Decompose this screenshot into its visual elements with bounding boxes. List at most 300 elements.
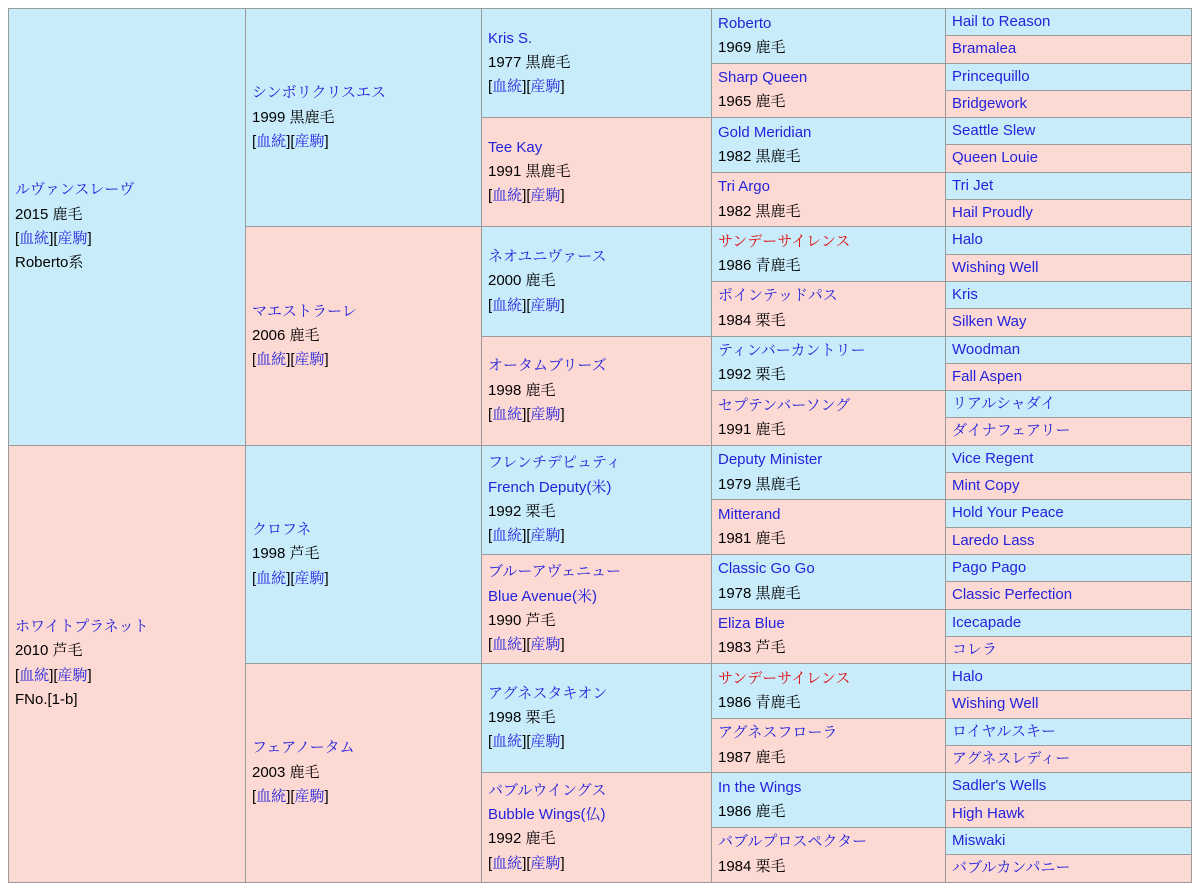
horse-name-link[interactable]: Gold Meridian (718, 123, 812, 141)
horse-name-line (952, 692, 1185, 716)
pedigree-cell-gen3 (482, 9, 712, 118)
bracket-text: ] (560, 296, 565, 314)
bracket-text: ] (286, 787, 291, 805)
bracket-text: [ (53, 666, 58, 684)
horse-name-en-link[interactable]: Bubble Wings(仏) (488, 806, 606, 824)
bracket-text: [ (488, 405, 493, 423)
horse-name-line (252, 81, 475, 105)
year-coat-text: 1998 鹿毛 (488, 381, 556, 399)
bracket-text: [ (488, 854, 493, 872)
year-coat-text: 2010 芦毛 (15, 642, 83, 660)
pedigree-cell-gen5 (946, 855, 1192, 882)
pedigree-cell-gen5 (946, 473, 1192, 500)
horse-name-link[interactable]: バブルプロスペクター (718, 833, 868, 851)
horse-name-line (952, 474, 1185, 498)
horse-name-line (488, 779, 705, 803)
horse-name-link[interactable]: Hold Your Peace (952, 504, 1064, 522)
offspring-link[interactable]: 産駒 (530, 405, 561, 423)
pedigree-cell-gen5 (946, 309, 1192, 336)
pedigree-cell-gen5 (946, 336, 1192, 363)
offspring-link[interactable]: 産駒 (530, 636, 561, 654)
horse-name-line (718, 394, 939, 418)
horse-name-line (718, 557, 939, 581)
horse-name-link[interactable]: オータムブリーズ (488, 357, 607, 375)
bracket-text: ] (286, 132, 291, 150)
horse-name-line (952, 501, 1185, 525)
offspring-link[interactable]: 産駒 (57, 666, 88, 684)
horse-name-link[interactable]: Bramalea (952, 40, 1017, 58)
bracket-text: [ (488, 296, 493, 314)
horse-name-link[interactable]: ルヴァンスレーヴ (15, 181, 135, 199)
blood-link[interactable]: 血統 (492, 527, 523, 545)
sire-line-family-number-text: Roberto系 (15, 254, 84, 272)
bracket-text: [ (15, 666, 20, 684)
horse-name-link[interactable]: マエストラーレ (252, 302, 357, 320)
bracket-text: [ (526, 187, 531, 205)
horse-name-line (952, 665, 1185, 689)
horse-name-line (952, 65, 1185, 89)
blood-offspring-links (252, 348, 475, 372)
year-coat-text: 2006 鹿毛 (252, 326, 320, 344)
year-coat-text: 1992 栗毛 (718, 366, 786, 384)
horse-name-link[interactable]: Seattle Slew (952, 122, 1036, 140)
bracket-text: ] (560, 636, 565, 654)
pedigree-cell-gen5 (946, 582, 1192, 609)
bracket-text: [ (488, 636, 493, 654)
pedigree-cell-gen4 (712, 773, 946, 828)
pedigree-cell-gen2 (246, 9, 482, 227)
pedigree-cell-gen4 (712, 118, 946, 173)
pedigree-cell-gen5 (946, 527, 1192, 554)
horse-name-link[interactable]: Icecapade (952, 613, 1022, 631)
horse-name-line (952, 92, 1185, 116)
horse-name-line (718, 503, 939, 527)
pedigree-cell-gen5 (946, 172, 1192, 199)
horse-name-line (952, 365, 1185, 389)
horse-name-line (718, 230, 939, 254)
horse-name-link[interactable]: Deputy Minister (718, 451, 823, 469)
pedigree-cell-gen5 (946, 773, 1192, 800)
blood-offspring-links (488, 524, 705, 548)
year-coat-text: 1984 栗毛 (718, 311, 786, 329)
bracket-text: ] (522, 78, 527, 96)
pedigree-table-body (9, 9, 1192, 883)
horse-name-line (488, 451, 705, 475)
pedigree-cell-gen5 (946, 445, 1192, 472)
horse-name-link[interactable]: Sadler's Wells (952, 777, 1047, 795)
blood-link[interactable]: 血統 (492, 296, 523, 314)
horse-name-link[interactable]: サンデーサイレンス (718, 232, 851, 250)
bracket-text: [ (252, 787, 257, 805)
offspring-link[interactable]: 産駒 (294, 351, 325, 369)
pedigree-cell-gen4 (712, 9, 946, 64)
horse-name-link[interactable]: Mitterand (718, 505, 781, 523)
horse-name-link[interactable]: シンボリクリスエス (252, 84, 387, 102)
pedigree-cell-gen5 (946, 418, 1192, 445)
horse-name-link[interactable]: ネオユニヴァース (488, 248, 607, 266)
bracket-text: ] (522, 405, 527, 423)
horse-name-line (488, 560, 705, 584)
horse-name-link[interactable]: Vice Regent (952, 449, 1034, 467)
horse-name-line (952, 856, 1185, 880)
horse-name-line (952, 392, 1185, 416)
horse-name-en-link[interactable]: French Deputy(米) (488, 478, 612, 496)
horse-name-link[interactable]: フェアノータム (252, 739, 355, 757)
sire-line-family-number-text: FNo.[1-b] (15, 690, 78, 708)
horse-name-link[interactable]: アグネスレディー (952, 750, 1071, 768)
blood-link[interactable]: 血統 (256, 569, 287, 587)
bracket-text: ] (49, 666, 54, 684)
horse-name-line (952, 201, 1185, 225)
pedigree-cell-gen5 (946, 609, 1192, 636)
horse-name-link[interactable]: Mint Copy (952, 477, 1020, 495)
horse-name-link[interactable]: Halo (952, 231, 983, 249)
horse-name-line (718, 121, 939, 145)
pedigree-cell-gen2 (246, 227, 482, 445)
horse-name-line (252, 300, 475, 324)
offspring-link[interactable]: 産駒 (530, 187, 561, 205)
bracket-text: [ (290, 132, 295, 150)
horse-name-link[interactable]: アグネスフローラ (718, 724, 838, 742)
horse-name-line (488, 354, 705, 378)
bracket-text: ] (522, 854, 527, 872)
pedigree-cell-gen5 (946, 118, 1192, 145)
bracket-text: ] (324, 787, 329, 805)
pedigree-cell-gen4 (712, 554, 946, 609)
bracket-text: [ (488, 527, 493, 545)
year-coat-text: 1986 鹿毛 (718, 803, 786, 821)
bracket-text: [ (290, 569, 295, 587)
bracket-text: [ (252, 132, 257, 150)
horse-name-line (952, 447, 1185, 471)
pedigree-cell-gen2 (246, 664, 482, 882)
offspring-link[interactable]: 産駒 (294, 787, 325, 805)
horse-name-line (488, 27, 705, 51)
pedigree-cell-gen3 (482, 227, 712, 336)
bracket-text: ] (522, 733, 527, 751)
horse-name-line (718, 339, 939, 363)
blood-link[interactable]: 血統 (256, 787, 287, 805)
pedigree-cell-gen5 (946, 36, 1192, 63)
bracket-text: ] (560, 854, 565, 872)
blood-offspring-links (488, 852, 705, 876)
offspring-link[interactable]: 産駒 (530, 296, 561, 314)
pedigree-cell-gen4 (712, 336, 946, 391)
blood-link[interactable]: 血統 (492, 733, 523, 751)
horse-name-link[interactable]: ブルーアヴェニュー (488, 563, 622, 581)
pedigree-cell-gen5 (946, 827, 1192, 854)
year-coat-text: 1998 栗毛 (488, 709, 556, 727)
pedigree-cell-gen4 (712, 63, 946, 118)
bracket-text: [ (526, 733, 531, 751)
blood-link[interactable]: 血統 (256, 351, 287, 369)
bracket-text: ] (286, 569, 291, 587)
horse-name-link[interactable]: Hail Proudly (952, 204, 1033, 222)
pedigree-cell-gen4 (712, 281, 946, 336)
year-coat-text: 1992 鹿毛 (488, 830, 556, 848)
horse-name-link[interactable]: Wishing Well (952, 695, 1039, 713)
horse-name-link[interactable]: Silken Way (952, 313, 1027, 331)
horse-name-line (952, 802, 1185, 826)
blood-offspring-links (252, 130, 475, 154)
horse-name-line (718, 12, 939, 36)
horse-name-en-line (488, 585, 705, 609)
horse-name-line (952, 256, 1185, 280)
bracket-text: ] (87, 229, 92, 247)
horse-name-line (718, 284, 939, 308)
blood-offspring-links (252, 785, 475, 809)
year-coat-text: 2003 鹿毛 (252, 763, 320, 781)
blood-offspring-links (252, 567, 475, 591)
horse-name-link[interactable]: Tri Jet (952, 176, 994, 194)
year-coat-text: 1999 黒鹿毛 (252, 108, 335, 126)
horse-name-line (488, 682, 705, 706)
horse-name-link[interactable]: バブルカンパニー (952, 859, 1071, 877)
bracket-text: ] (324, 351, 329, 369)
horse-name-link[interactable]: Queen Louie (952, 149, 1038, 167)
pedigree-cell-gen5 (946, 9, 1192, 36)
blood-link[interactable]: 血統 (492, 187, 523, 205)
year-coat-text: 2000 鹿毛 (488, 272, 556, 290)
horse-name-link[interactable]: Kris S. (488, 29, 533, 47)
year-coat-text: 1981 鹿毛 (718, 530, 786, 548)
pedigree-row (9, 9, 1192, 36)
blood-offspring-links (488, 633, 705, 657)
year-coat-text: 1984 栗毛 (718, 857, 786, 875)
horse-name-link[interactable]: Hail to Reason (952, 13, 1051, 30)
pedigree-cell-gen5 (946, 718, 1192, 745)
pedigree-cell-gen5 (946, 200, 1192, 227)
offspring-link[interactable]: 産駒 (530, 527, 561, 545)
bracket-text: [ (290, 351, 295, 369)
year-coat-text: 1965 鹿毛 (718, 93, 786, 111)
horse-pedigree-table (8, 8, 1192, 883)
bracket-text: ] (522, 187, 527, 205)
horse-name-line (952, 310, 1185, 334)
pedigree-cell-gen5 (946, 554, 1192, 581)
blood-offspring-links (488, 75, 705, 99)
bracket-text: ] (560, 527, 565, 545)
horse-name-line (15, 615, 239, 639)
pedigree-cell-gen1 (9, 445, 246, 882)
horse-name-line (718, 721, 939, 745)
horse-name-line (952, 747, 1185, 771)
horse-name-link[interactable]: Classic Go Go (718, 560, 815, 578)
bracket-text: ] (560, 187, 565, 205)
horse-name-link[interactable]: Miswaki (952, 831, 1006, 849)
horse-name-line (952, 146, 1185, 170)
pedigree-cell-gen5 (946, 664, 1192, 691)
horse-name-line (718, 667, 939, 691)
horse-name-link[interactable]: サンデーサイレンス (718, 669, 851, 687)
horse-name-line (718, 830, 939, 854)
horse-name-en-line (488, 476, 705, 500)
year-coat-text: 1977 黒鹿毛 (488, 53, 571, 71)
pedigree-cell-gen5 (946, 636, 1192, 663)
horse-name-link[interactable]: Tri Argo (718, 178, 770, 196)
horse-name-line (952, 228, 1185, 252)
year-coat-text: 1991 黒鹿毛 (488, 163, 571, 181)
blood-link[interactable]: 血統 (492, 636, 523, 654)
pedigree-cell-gen3 (482, 445, 712, 554)
horse-name-en-line (488, 803, 705, 827)
offspring-link[interactable]: 産駒 (530, 854, 561, 872)
bracket-text: ] (560, 405, 565, 423)
bracket-text: ] (324, 132, 329, 150)
horse-name-link[interactable]: Fall Aspen (952, 367, 1023, 385)
horse-name-line (488, 136, 705, 160)
pedigree-cell-gen5 (946, 63, 1192, 90)
pedigree-cell-gen3 (482, 664, 712, 773)
bracket-text: [ (488, 78, 493, 96)
bracket-text: [ (53, 229, 58, 247)
bracket-text: ] (87, 666, 92, 684)
pedigree-cell-gen3 (482, 336, 712, 445)
bracket-text: [ (252, 569, 257, 587)
pedigree-cell-gen5 (946, 363, 1192, 390)
blood-offspring-links (15, 664, 239, 688)
horse-name-link[interactable]: Bridgework (952, 94, 1028, 112)
horse-name-en-link[interactable]: Blue Avenue(米) (488, 587, 597, 605)
horse-name-link[interactable]: Roberto (718, 14, 772, 32)
bracket-text: [ (526, 527, 531, 545)
horse-name-link[interactable]: ティンバーカントリー (718, 342, 866, 360)
horse-name-link[interactable]: バブルウイングス (488, 781, 607, 799)
horse-name-link[interactable]: リアルシャダイ (952, 395, 1056, 413)
horse-name-link[interactable]: ロイヤルスキー (952, 722, 1056, 740)
horse-name-line (952, 638, 1185, 662)
year-coat-text: 1998 芦毛 (252, 545, 320, 563)
blood-link[interactable]: 血統 (256, 132, 287, 150)
blood-offspring-links (15, 227, 239, 251)
horse-name-link[interactable]: Laredo Lass (952, 531, 1035, 549)
horse-name-line (952, 556, 1185, 580)
horse-name-link[interactable]: アグネスタキオン (488, 684, 608, 702)
bracket-text: ] (522, 296, 527, 314)
horse-name-line (718, 175, 939, 199)
horse-name-line (952, 119, 1185, 143)
offspring-link[interactable]: 産駒 (57, 229, 88, 247)
bracket-text: [ (526, 854, 531, 872)
horse-name-line (718, 612, 939, 636)
blood-link[interactable]: 血統 (492, 405, 523, 423)
horse-name-line (252, 736, 475, 760)
horse-name-link[interactable]: High Hawk (952, 804, 1025, 822)
bracket-text: [ (252, 351, 257, 369)
blood-offspring-links (488, 184, 705, 208)
year-coat-text: 1983 芦毛 (718, 639, 786, 657)
pedigree-cell-gen5 (946, 746, 1192, 773)
horse-name-link[interactable]: Woodman (952, 340, 1021, 358)
horse-name-link[interactable]: In the Wings (718, 778, 802, 796)
offspring-link[interactable]: 産駒 (530, 733, 561, 751)
year-coat-text: 1986 青鹿毛 (718, 257, 801, 275)
pedigree-cell-gen4 (712, 609, 946, 664)
year-coat-text: 1978 黒鹿毛 (718, 584, 801, 602)
year-coat-text: 2015 鹿毛 (15, 205, 83, 223)
horse-name-line (15, 178, 239, 202)
year-coat-text: 1969 鹿毛 (718, 38, 786, 56)
horse-name-link[interactable]: Wishing Well (952, 258, 1039, 276)
bracket-text: [ (526, 636, 531, 654)
horse-name-line (952, 37, 1185, 61)
horse-name-link[interactable]: ポインテッドパス (718, 287, 838, 305)
horse-name-link[interactable]: Tee Kay (488, 138, 543, 156)
horse-name-link[interactable]: フレンチデピュティ (488, 454, 621, 472)
horse-name-link[interactable]: Eliza Blue (718, 615, 785, 633)
pedigree-cell-gen4 (712, 445, 946, 500)
bracket-text: [ (290, 787, 295, 805)
horse-name-line (952, 611, 1185, 635)
blood-link[interactable]: 血統 (19, 666, 50, 684)
year-coat-text: 1987 鹿毛 (718, 748, 786, 766)
pedigree-cell-gen5 (946, 281, 1192, 308)
horse-name-line (952, 283, 1185, 307)
offspring-link[interactable]: 産駒 (294, 569, 325, 587)
bracket-text: ] (522, 527, 527, 545)
pedigree-cell-gen1 (9, 9, 246, 446)
horse-name-link[interactable]: クロフネ (252, 520, 312, 538)
horse-name-link[interactable]: ホワイトプラネット (15, 618, 149, 636)
pedigree-cell-gen5 (946, 800, 1192, 827)
horse-name-link[interactable]: Halo (952, 668, 983, 686)
year-coat-text: 1990 芦毛 (488, 612, 556, 630)
horse-name-link[interactable]: ダイナフェアリー (952, 422, 1071, 440)
horse-name-line (718, 776, 939, 800)
pedigree-cell-gen5 (946, 500, 1192, 527)
horse-name-line (952, 583, 1185, 607)
pedigree-cell-gen5 (946, 254, 1192, 281)
pedigree-cell-gen3 (482, 118, 712, 227)
blood-link[interactable]: 血統 (19, 229, 50, 247)
pedigree-cell-gen5 (946, 691, 1192, 718)
year-coat-text: 1991 鹿毛 (718, 420, 786, 438)
blood-link[interactable]: 血統 (492, 854, 523, 872)
blood-offspring-links (488, 403, 705, 427)
horse-name-link[interactable]: Classic Perfection (952, 586, 1073, 604)
horse-name-link[interactable]: Sharp Queen (718, 69, 808, 87)
bracket-text: [ (488, 733, 493, 751)
horse-name-link[interactable]: コレラ (952, 640, 998, 658)
pedigree-cell-gen5 (946, 90, 1192, 117)
bracket-text: ] (286, 351, 291, 369)
pedigree-cell-gen5 (946, 227, 1192, 254)
horse-name-link[interactable]: Kris (952, 285, 978, 303)
offspring-link[interactable]: 産駒 (530, 78, 561, 96)
pedigree-row (9, 445, 1192, 472)
bracket-text: ] (522, 636, 527, 654)
pedigree-cell-gen4 (712, 227, 946, 282)
year-coat-text: 1982 黒鹿毛 (718, 147, 801, 165)
offspring-link[interactable]: 産駒 (294, 132, 325, 150)
horse-name-line (952, 419, 1185, 443)
bracket-text: [ (526, 78, 531, 96)
horse-name-link[interactable]: Princequillo (952, 67, 1030, 85)
bracket-text: [ (15, 229, 20, 247)
horse-name-line (718, 448, 939, 472)
pedigree-cell-gen4 (712, 172, 946, 227)
pedigree-cell-gen4 (712, 827, 946, 882)
year-coat-text: 1986 青鹿毛 (718, 693, 801, 711)
horse-name-line (952, 10, 1185, 34)
blood-offspring-links (488, 730, 705, 754)
blood-offspring-links (488, 294, 705, 318)
horse-name-link[interactable]: セプテンバーソング (718, 396, 851, 414)
bracket-text: ] (49, 229, 54, 247)
blood-link[interactable]: 血統 (492, 78, 523, 96)
horse-name-link[interactable]: Pago Pago (952, 558, 1027, 576)
horse-name-line (952, 174, 1185, 198)
